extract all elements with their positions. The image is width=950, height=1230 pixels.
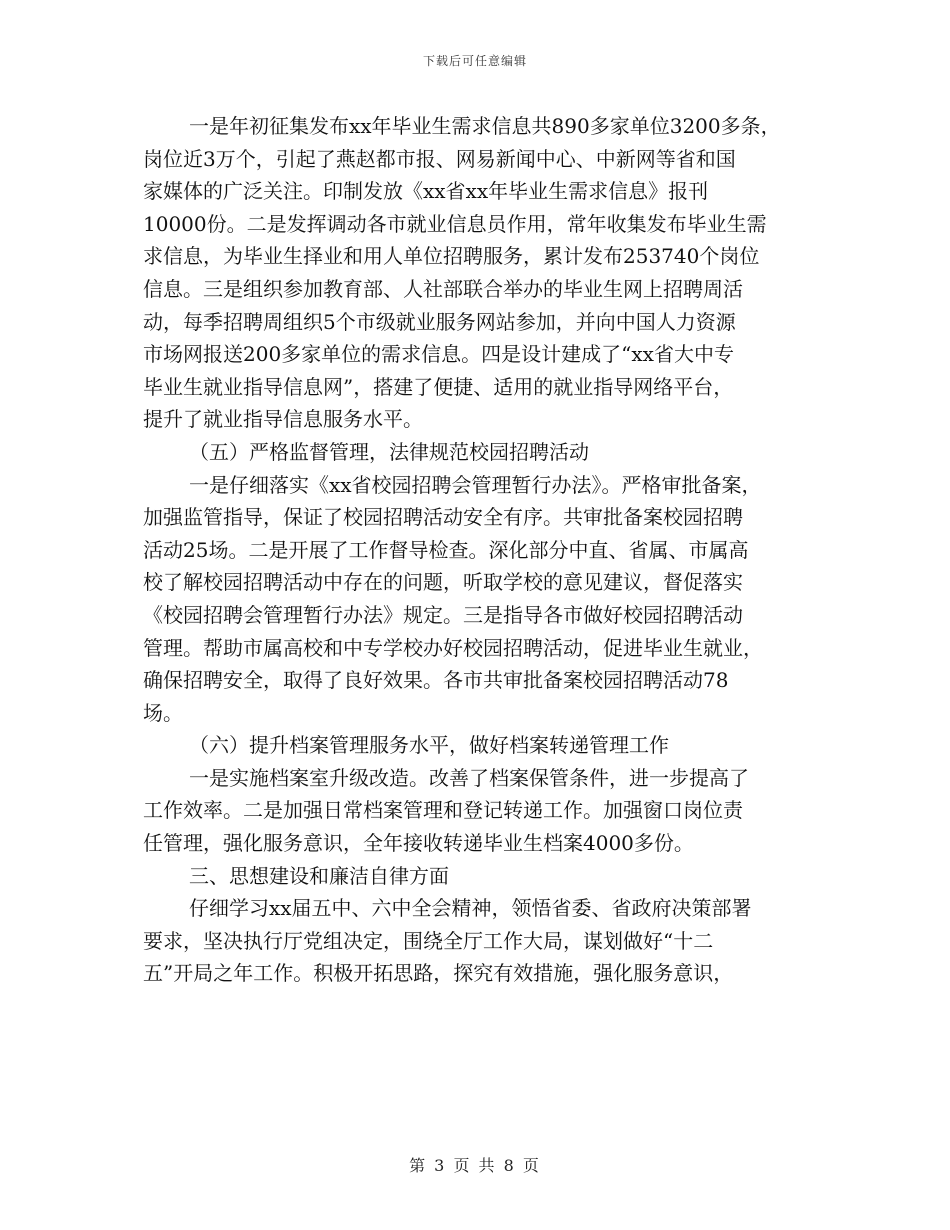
- section-heading: （六）提升档案管理服务水平，做好档案转递管理工作: [189, 733, 669, 758]
- body-line: 求信息，为毕业生择业和用人单位招聘服务，累计发布253740个岗位: [143, 244, 760, 269]
- body-line: 任管理，强化服务意识，全年接收转递毕业生档案4000多份。: [143, 831, 694, 856]
- body-line: 仔细学习xx届五中、六中全会精神，领悟省委、省政府决策部署: [189, 896, 752, 921]
- body-line: 一是仔细落实《xx省校园招聘会管理暂行办法》。严格审批备案，: [189, 472, 762, 497]
- section-heading: （五）严格监督管理，法律规范校园招聘活动: [189, 439, 589, 464]
- section-heading: 三、思想建设和廉洁自律方面: [189, 863, 449, 888]
- body-line: 毕业生就业指导信息网”，搭建了便捷、适用的就业指导网络平台，: [143, 374, 734, 399]
- body-line: 场。: [143, 700, 183, 725]
- body-line: 信息。三是组织参加教育部、人社部联合举办的毕业生网上招聘周活: [143, 276, 743, 301]
- body-line: 管理。帮助市属高校和中专学校办好校园招聘活动，促进毕业生就业，: [143, 635, 763, 660]
- document-body: [143, 110, 833, 990]
- body-line: 加强监管指导，保证了校园招聘活动安全有序。共审批备案校园招聘: [143, 505, 743, 530]
- body-line: 岗位近3万个，引起了燕赵都市报、网易新闻中心、中新网等省和国: [143, 146, 736, 171]
- body-line: 家媒体的广泛关注。印制发放《xx省xx年毕业生需求信息》报刊: [143, 179, 709, 204]
- body-line: 工作效率。二是加强日常档案管理和登记转递工作。加强窗口岗位责: [143, 798, 743, 823]
- body-line: 一是实施档案室升级改造。改善了档案保管条件，进一步提高了: [189, 765, 749, 790]
- body-line: 校了解校园招聘活动中存在的问题，听取学校的意见建议，督促落实: [143, 570, 743, 595]
- body-line: 提升了就业指导信息服务水平。: [143, 407, 423, 432]
- body-line: 五”开局之年工作。积极开拓思路，探究有效措施，强化服务意识，: [143, 961, 734, 986]
- body-line: 动，每季招聘周组织5个市级就业服务网站参加，并向中国人力资源: [143, 309, 736, 334]
- body-line: 要求，坚决执行厅党组决定，围绕全厅工作大局，谋划做好“十二: [143, 928, 714, 953]
- body-line: 一是年初征集发布xx年毕业生需求信息共890多家单位3200多条，: [189, 114, 781, 138]
- body-line: 确保招聘安全，取得了良好效果。各市共审批备案校园招聘活动78: [143, 668, 729, 693]
- body-line: 10000份。二是发挥调动各市就业信息员作用，常年收集发布毕业生需: [143, 211, 767, 236]
- page-footer: 第 3 页 共 8 页: [409, 1156, 541, 1175]
- body-line: 《校园招聘会管理暂行办法》规定。三是指导各市做好校园招聘活动: [143, 602, 743, 627]
- page-header: 下载后可任意编辑: [422, 54, 527, 68]
- body-line: 市场网报送200多家单位的需求信息。四是设计建成了“xx省大中专: [143, 342, 734, 367]
- body-line: 活动25场。二是开展了工作督导检查。深化部分中直、省属、市属高: [143, 537, 749, 562]
